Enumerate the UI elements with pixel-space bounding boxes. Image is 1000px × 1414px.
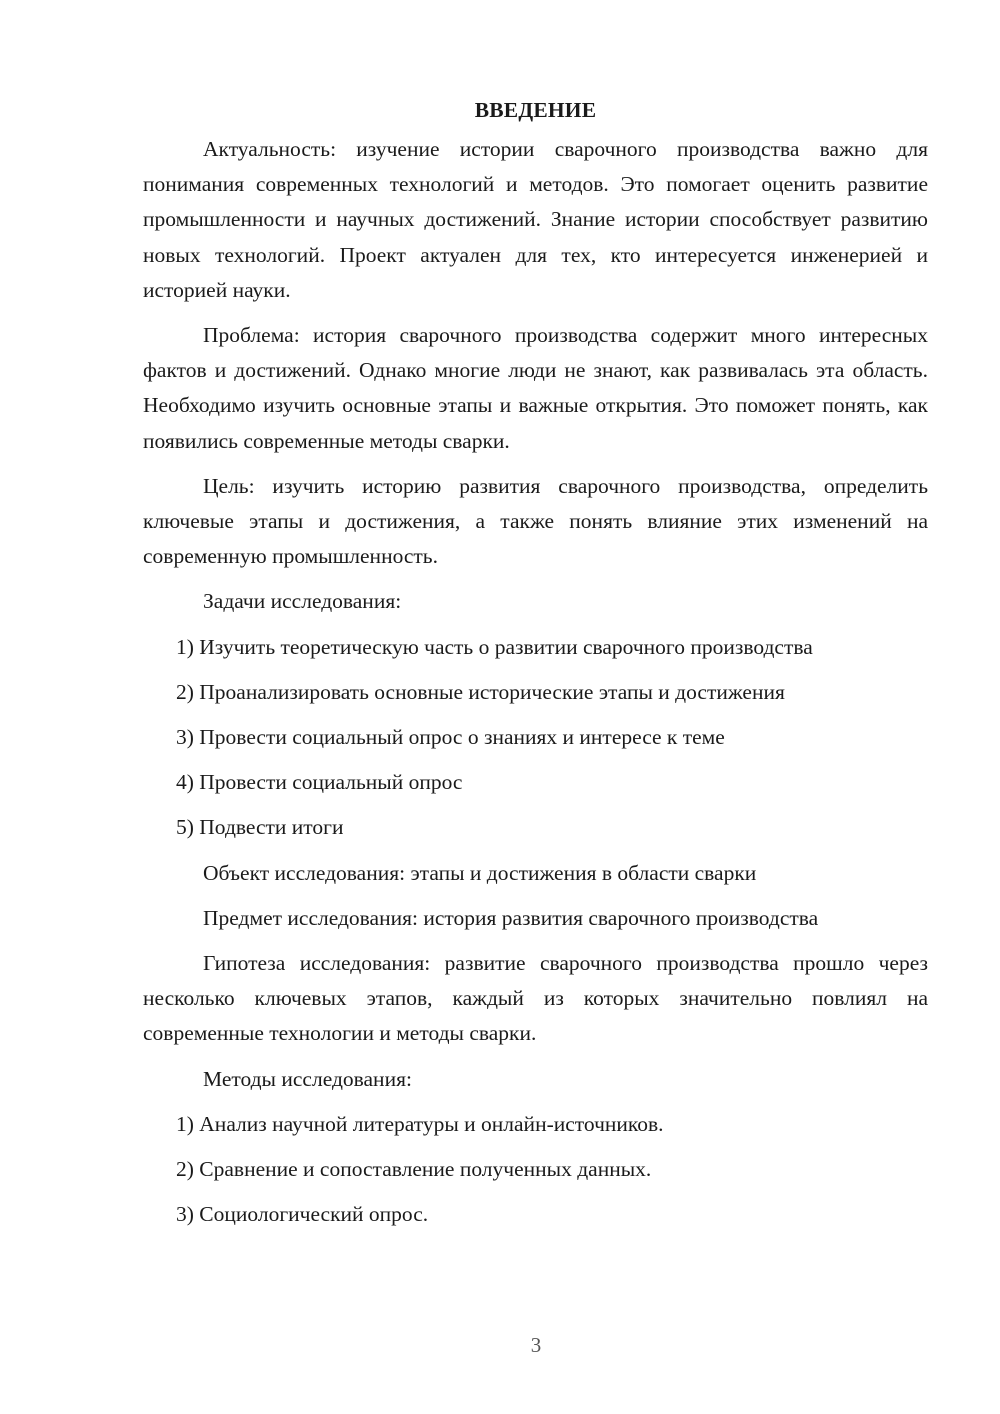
problem-paragraph: Проблема: история сварочного производства содержит много интересных фактов и достижений. Однако многие люди не знают, как развивалась эта область. Необходимо изучить основные этапы и важные открытия. Это поможет понять, как появились современные методы сварки.: [143, 323, 928, 453]
document-page: [143, 88, 928, 1242]
research-object: Объект исследования: этапы и достижения в области сварки: [203, 860, 757, 885]
research-subject: Предмет исследования: история развития сварочного производства: [203, 905, 819, 930]
page-number: 3: [530, 1333, 542, 1357]
goal-paragraph: Цель: изучить историю развития сварочного производства, определить ключевые этапы и достижения, а также понять влияние этих изменений на современную промышленность.: [143, 473, 928, 569]
relevance-paragraph: Актуальность: изучение истории сварочного производства важно для понимания современных технологий и методов. Это помогает оценить развитие промышленности и научных достижений. Знание истории способствует развитию новых технологий. Проект актуален для тех, кто интересуется инженерией и историей науки.: [143, 137, 928, 302]
task-item: 5) Подвести итоги: [176, 815, 344, 840]
task-item: 2) Проанализировать основные исторические этапы и достижения: [176, 679, 785, 704]
method-item: 1) Анализ научной литературы и онлайн-источников.: [176, 1111, 664, 1136]
method-item: 2) Сравнение и сопоставление полученных данных.: [176, 1157, 652, 1182]
page-title: ВВЕДЕНИЕ: [474, 98, 597, 122]
methods-heading: Методы исследования:: [203, 1066, 412, 1091]
tasks-heading: Задачи исследования:: [203, 589, 402, 614]
task-item: 3) Провести социальный опрос о знаниях и интересе к теме: [176, 725, 725, 750]
task-item: 4) Провести социальный опрос: [176, 770, 463, 795]
hypothesis-paragraph: Гипотеза исследования: развитие сварочного производства прошло через несколько ключевых этапов, каждый из которых значительно повлиял на современные технологии и методы сварки.: [143, 951, 928, 1046]
task-item: 1) Изучить теоретическую часть о развитии сварочного производства: [176, 634, 813, 659]
method-item: 3) Социологический опрос.: [176, 1202, 429, 1227]
